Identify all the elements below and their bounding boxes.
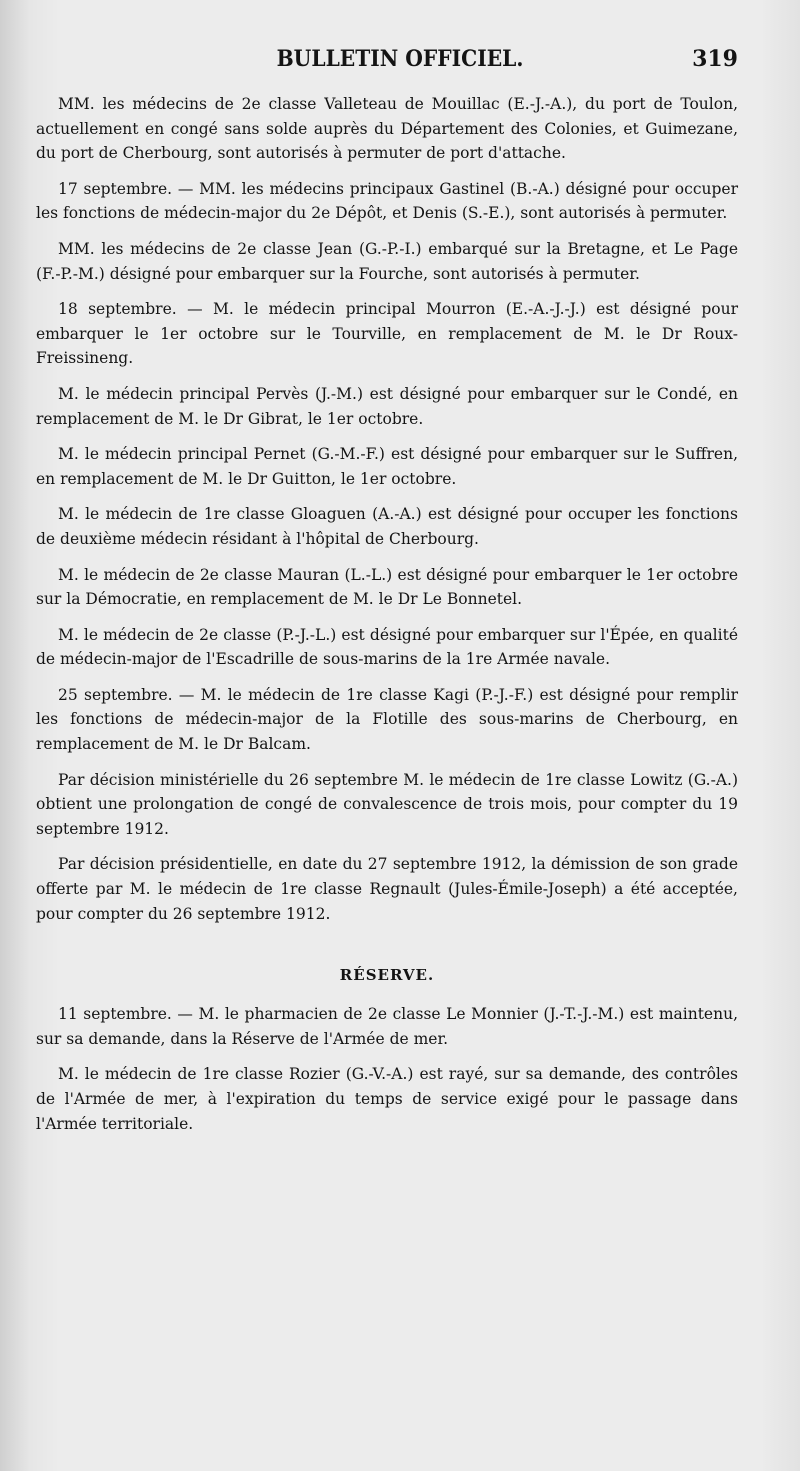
paragraph: M. le médecin principal Pernet (G.-M.-F.) est désigné pour embarquer sur le Suffren, en remplacement de M. le Dr Guitton, le 1er octobre. xyxy=(36,445,738,488)
paragraph: M. le médecin principal Pervès (J.-M.) est désigné pour embarquer sur le Condé, en remplacement de M. le Dr Gibrat, le 1er octobre. xyxy=(36,384,738,428)
running-title: BULLETIN OFFICIEL. xyxy=(276,46,524,72)
paragraph: Par décision présidentielle, en date du 27 septembre 1912, la démission de son grade offerte par M. le médecin de 1re classe Regnault (Jules-Émile-Joseph) a été acceptée, pour compter du 26 septembre 1912. xyxy=(36,855,738,923)
paragraph: 17 septembre. — MM. les médecins principaux Gastinel (B.-A.) désigné pour occuper les fonctions de médecin-major du 2e Dépôt, et Denis (S.-E.), sont autorisés à permuter. xyxy=(36,179,738,223)
paragraph: 18 septembre. — M. le médecin principal Mourron (E.-A.-J.-J.) est désigné pour embarquer le 1er octobre sur le Tourville, en remplacement de M. le Dr Roux-Freissineng. xyxy=(36,300,738,368)
paragraph: 11 septembre. — M. le pharmacien de 2e classe Le Monnier (J.-T.-J.-M.) est maintenu, sur sa demande, dans la Réserve de l'Armée de mer. xyxy=(36,1005,738,1048)
page-number: 319 xyxy=(692,46,738,72)
paragraph: M. le médecin de 2e classe Mauran (L.-L.) est désigné pour embarquer le 1er octobre sur la Démocratie, en remplacement de M. le Dr Le Bonnetel. xyxy=(36,565,738,609)
paragraph: M. le médecin de 1re classe Rozier (G.-V.-A.) est rayé, sur sa demande, des contrôles de l'Armée de mer, à l'expiration du temps de service exigé pour le passage dans l'Armée territoriale. xyxy=(36,1065,738,1133)
section-heading-reserve: RÉSERVE. xyxy=(339,966,435,985)
paragraph: M. le médecin de 2e classe (P.-J.-L.) est désigné pour embarquer sur l'Épée, en qualité de médecin-major de l'Escadrille de sous-marins de la 1re Armée navale. xyxy=(36,625,738,669)
paragraph: MM. les médecins de 2e classe Valleteau de Mouillac (E.-J.-A.), du port de Toulon, actuellement en congé sans solde auprès du Département des Colonies, et Guimezane, du port de Cherbourg, sont autorisés à permuter de port d'attache. xyxy=(36,95,738,163)
paragraph: MM. les médecins de 2e classe Jean (G.-P.-I.) embarqué sur la Bretagne, et Le Page (F.-P.-M.) désigné pour embarquer sur la Fourche, sont autorisés à permuter. xyxy=(36,239,738,283)
page-header xyxy=(0,46,800,82)
paragraph: 25 septembre. — M. le médecin de 1re classe Kagi (P.-J.-F.) est désigné pour remplir les fonctions de médecin-major de la Flotille des sous-marins de Cherbourg, en remplacement de M. le Dr Balcam. xyxy=(36,685,738,754)
paragraph: M. le médecin de 1re classe Gloaguen (A.-A.) est désigné pour occuper les fonctions de deuxième médecin résidant à l'hôpital de Cherbourg. xyxy=(36,505,738,548)
paragraph: Par décision ministérielle du 26 septembre M. le médecin de 1re classe Lowitz (G.-A.) obtient une prolongation de congé de convalescence de trois mois, pour compter du 19 septembre 1912. xyxy=(36,770,738,838)
document-body xyxy=(36,92,738,1136)
